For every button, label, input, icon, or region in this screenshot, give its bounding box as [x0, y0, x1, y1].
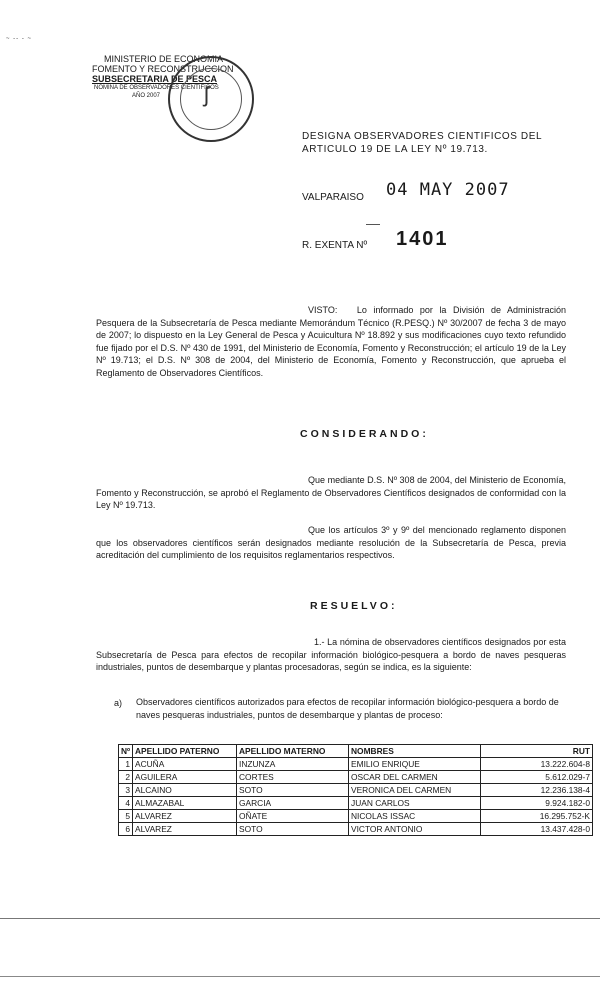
letterhead-small-line-2: AÑO 2007: [132, 93, 161, 99]
table-row: [119, 810, 593, 823]
table-row: [119, 797, 593, 810]
resolution-number: 1401: [396, 228, 449, 250]
col-header-paterno: APELLIDO PATERNO: [133, 745, 237, 758]
visto-label: VISTO:: [308, 305, 338, 315]
scan-mark: ~ -- - ~: [6, 36, 33, 42]
col-header-rut: RUT: [481, 745, 593, 758]
page-divider: [0, 918, 600, 919]
resuelvo-1-text: 1.- La nómina de observadores científicos designados por esta Subsecretaría de Pesca para efectos de recopilar información biológico-pesquera a bordo de naves pesqueras industriales, puntos de desembarque y plantas procesadoras, según se indica, es la siguiente:: [96, 637, 566, 673]
considerando-2: [96, 524, 566, 562]
cell-paterno: ALCAINO: [133, 784, 237, 797]
ministry-line-1: MINISTERIO DE ECONOMIA: [104, 54, 224, 64]
item-a-text: Observadores científicos autorizados para efectos de recopilar información biológico-pesquera a bordo de naves pesqueras industriales, puntos de desembarque y plantas de proceso:: [136, 697, 559, 720]
subsecretaria-line: SUBSECRETARIA DE PESCA: [92, 74, 218, 84]
table-row: [119, 771, 593, 784]
resolution-label: R. EXENTA Nº: [302, 240, 368, 251]
signature-mark: ʃ: [204, 82, 209, 107]
table-header-row: [119, 745, 593, 758]
cell-number: 3: [119, 784, 133, 797]
considerando-heading: CONSIDERANDO:: [300, 428, 429, 440]
resuelvo-heading: RESUELVO:: [310, 600, 398, 612]
resuelvo-1: [96, 636, 566, 674]
cell-materno: SOTO: [237, 784, 349, 797]
cell-number: 1: [119, 758, 133, 771]
visto-text: Lo informado por la División de Administración Pesquera de la Subsecretaría de Pesca mediante Memorándum Técnico (R.PESQ.) Nº 30/2007 de fecha 3 de mayo de 2007; lo dispuesto en la Ley General de Pesca y Acuicultura Nº 18.892 y sus modificaciones cuyo texto refundido fue fijado por el D.S. Nº 430 de 1991, del Ministerio de Economía, Fomento y Reconstrucción; el artículo 19 de la Ley Nº 19.713; el D.S. Nº 308 de 2004, del Ministerio de Economía, Fomento y Reconstrucción, que aprueba el Reglamento de Observadores Científicos.: [96, 305, 566, 378]
cell-number: 5: [119, 810, 133, 823]
col-header-number: Nº: [119, 745, 133, 758]
cell-number: 4: [119, 797, 133, 810]
dash-mark: [366, 224, 380, 225]
cell-materno: CORTES: [237, 771, 349, 784]
cell-paterno: ALVAREZ: [133, 810, 237, 823]
visto-paragraph: [96, 304, 566, 380]
cell-rut: 16.295.752-K: [481, 810, 593, 823]
cell-rut: 12.236.138-4: [481, 784, 593, 797]
cell-nombres: NICOLAS ISSAC: [349, 810, 481, 823]
cell-rut: 13.222.604-8: [481, 758, 593, 771]
cell-paterno: AGUILERA: [133, 771, 237, 784]
cell-rut: 9.924.182-0: [481, 797, 593, 810]
cell-paterno: ALMAZABAL: [133, 797, 237, 810]
cell-nombres: EMILIO ENRIQUE: [349, 758, 481, 771]
table-row: [119, 784, 593, 797]
cell-materno: SOTO: [237, 823, 349, 836]
item-a-label: a): [114, 698, 123, 708]
col-header-nombres: NOMBRES: [349, 745, 481, 758]
cell-number: 2: [119, 771, 133, 784]
considerando-2-text: Que los artículos 3º y 9º del mencionado reglamento disponen que los observadores científicos serán designados mediante resolución de la Subsecretaría de Pesca, previa acreditación del cumplimiento de los requisitos reglamentarios respectivos.: [96, 525, 566, 561]
cell-nombres: VERONICA DEL CARMEN: [349, 784, 481, 797]
cell-nombres: VICTOR ANTONIO: [349, 823, 481, 836]
city: VALPARAISO: [302, 192, 364, 203]
date-stamp: 04 MAY 2007: [386, 180, 510, 200]
considerando-1: [96, 474, 566, 512]
cell-nombres: JUAN CARLOS: [349, 797, 481, 810]
cell-materno: OÑATE: [237, 810, 349, 823]
table-row: [119, 823, 593, 836]
cell-rut: 5.612.029-7: [481, 771, 593, 784]
letterhead-small-line-1: NOMINA DE OBSERVADORES CIENTIFICOS: [94, 85, 219, 91]
official-seal: [168, 56, 254, 142]
table-row: [119, 758, 593, 771]
designa-title: DESIGNA OBSERVADORES CIENTIFICOS DEL ARTICULO 19 DE LA LEY Nº 19.713.: [302, 131, 542, 155]
page-bottom-edge: [0, 976, 600, 977]
cell-paterno: ACUÑA: [133, 758, 237, 771]
cell-nombres: OSCAR DEL CARMEN: [349, 771, 481, 784]
considerando-1-text: Que mediante D.S. Nº 308 de 2004, del Ministerio de Economía, Fomento y Reconstrucción, se aprobó el Reglamento de Observadores Científicos designados de conformidad con la Ley Nº 19.713.: [96, 475, 566, 511]
cell-paterno: ALVAREZ: [133, 823, 237, 836]
col-header-materno: APELLIDO MATERNO: [237, 745, 349, 758]
cell-materno: INZUNZA: [237, 758, 349, 771]
cell-rut: 13.437.428-0: [481, 823, 593, 836]
observers-table: [118, 744, 593, 836]
cell-number: 6: [119, 823, 133, 836]
ministry-line-2: FOMENTO Y RECONSTRUCCION: [92, 64, 234, 74]
cell-materno: GARCIA: [237, 797, 349, 810]
